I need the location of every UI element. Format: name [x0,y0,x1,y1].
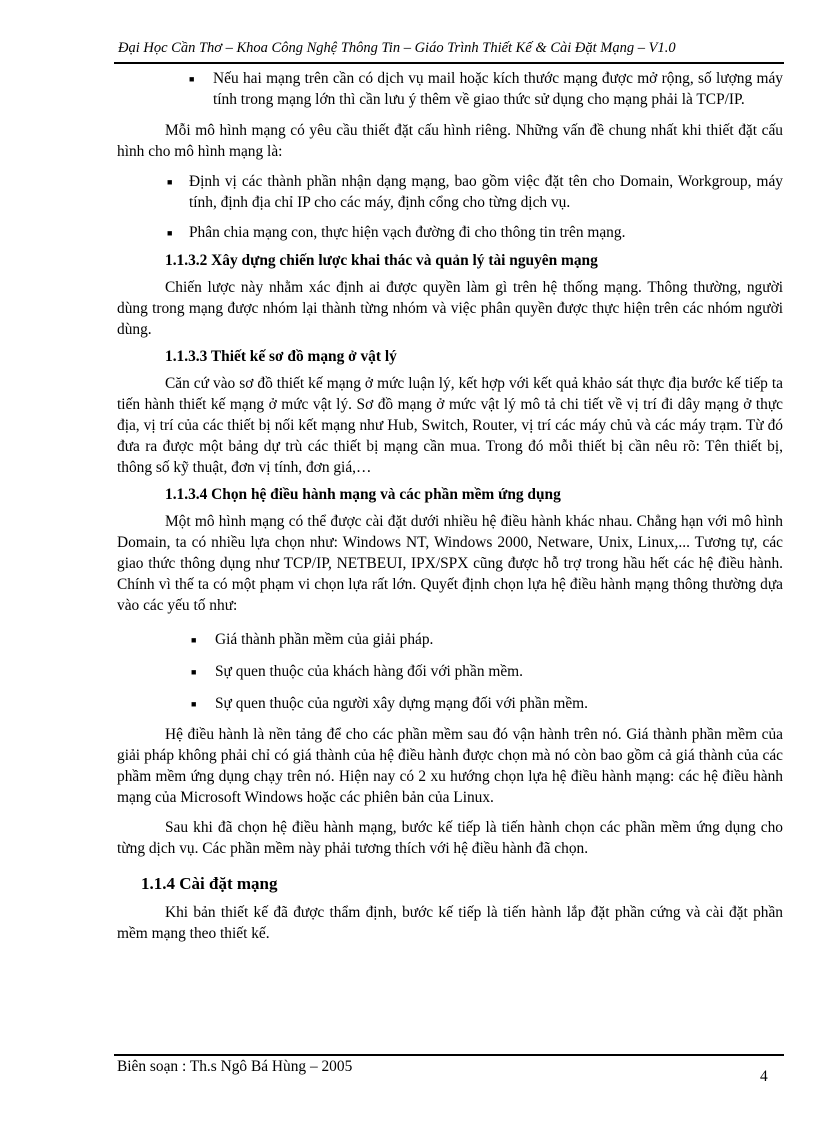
page-body [117,66,783,944]
paragraph: Mỗi mô hình mạng có yêu cầu thiết đặt cấu hình riêng. Những vấn đề chung nhất khi thiết đặt cấu hình cho mô hình mạng là: [117,122,783,160]
section-heading: 1.1.3.4 Chọn hệ điều hành mạng và các phần mềm ứng dụng [165,486,561,503]
paragraph: Một mô hình mạng có thể được cài đặt dưới nhiều hệ điều hành khác nhau. Chẳng hạn với mô hình Domain, ta có nhiều lựa chọn như: Windows NT, Windows 2000, Netware, Unix, Linux,... Tương tự, các giao thức thông dụng như TCP/IP, NETBEUI, IPX/SPX cũng được hỗ trợ trong hầu hết các hệ điều hành. Chính vì thế ta có một phạm vi chọn lựa rất lớn. Quyết định chọn lựa hệ điều hành mạng thông thường dựa vào các yếu tố như: [117,513,783,614]
square-bullet-icon: ■ [189,74,195,84]
footer-author: Biên soạn : Th.s Ngô Bá Hùng – 2005 [117,1058,353,1075]
square-bullet-icon: ■ [191,699,197,709]
intro-bullet-list [117,68,783,110]
os-criteria-list [117,629,783,714]
list-item: ■ Định vị các thành phần nhận dạng mạng, bao gồm việc đặt tên cho Domain, Workgroup, máy tính, định địa chỉ IP cho các máy, định cổng cho từng dịch vụ. [167,173,783,211]
subsection-heading: 1.1.4 Cài đặt mạng [141,874,278,893]
footer-divider [114,1054,784,1056]
paragraph: Sau khi đã chọn hệ điều hành mạng, bước kế tiếp là tiến hành chọn các phần mềm ứng dụng cho từng dịch vụ. Các phần mềm này phải tương thích với hệ điều hành đã chọn. [117,819,783,857]
paragraph: Chiến lược này nhằm xác định ai được quyền làm gì trên hệ thống mạng. Thông thường, người dùng trong mạng được nhóm lại thành từng nhóm và việc phân quyền được thực hiện trên các nhóm người dùng. [117,279,783,338]
list-item: ■ Giá thành phần mềm của giải pháp. [117,629,783,650]
list-item: ■ Nếu hai mạng trên cần có dịch vụ mail hoặc kích thước mạng được mở rộng, số lượng máy tính trong mạng lớn thì cần lưu ý thêm về giao thức sử dụng cho mạng phải là TCP/IP. [189,70,783,108]
header-divider [114,62,784,64]
running-header: Đại Học Cần Thơ – Khoa Công Nghệ Thông Tin – Giáo Trình Thiết Kế & Cài Đặt Mạng – V1.0 [118,40,676,56]
section-heading: 1.1.3.2 Xây dựng chiến lược khai thác và quản lý tài nguyên mạng [165,252,598,269]
square-bullet-icon: ■ [167,177,173,187]
section-heading: 1.1.3.3 Thiết kế sơ đồ mạng ở vật lý [165,348,397,365]
square-bullet-icon: ■ [191,667,197,677]
page-number: 4 [760,1068,768,1085]
square-bullet-icon: ■ [191,635,197,645]
list-item: ■ Sự quen thuộc của khách hàng đối với phần mềm. [117,661,783,682]
paragraph: Khi bản thiết kế đã được thẩm định, bước kế tiếp là tiến hành lắp đặt phần cứng và cài đặt phần mềm mạng theo thiết kế. [117,904,783,942]
list-item: ■ Phân chia mạng con, thực hiện vạch đường đi cho thông tin trên mạng. [117,222,783,243]
paragraph: Hệ điều hành là nền tảng để cho các phần mềm sau đó vận hành trên nó. Giá thành phần mềm của giải pháp không phải chỉ có giá thành của hệ điều hành được chọn mà nó còn bao gồm cả giá thành của các phầm mềm ứng dụng chạy trên nó. Hiện nay có 2 xu hướng chọn lựa hệ điều hành mạng: các hệ điều hành mạng của Microsoft Windows hoặc các phiên bản của Linux. [117,726,783,806]
square-bullet-icon: ■ [167,228,173,238]
list-item: ■ Sự quen thuộc của người xây dựng mạng đối với phần mềm. [117,693,783,714]
config-bullet-list [117,171,783,243]
paragraph: Căn cứ vào sơ đồ thiết kế mạng ở mức luận lý, kết hợp với kết quả khảo sát thực địa bước kế tiếp ta tiến hành thiết kế mạng ở mức vật lý. Sơ đồ mạng ở mức vật lý mô tả chi tiết về vị trí đi dây mạng ở thực địa, vị trí của các thiết bị nối kết mạng như Hub, Switch, Router, vị trí các máy chủ và các máy trạm. Từ đó đưa ra được một bảng dự trù các thiết bị mạng cần mua. Trong đó mỗi thiết bị cần nêu rõ: Tên thiết bị, thông số kỹ thuật, đơn vị tính, đơn giá,… [117,375,783,476]
